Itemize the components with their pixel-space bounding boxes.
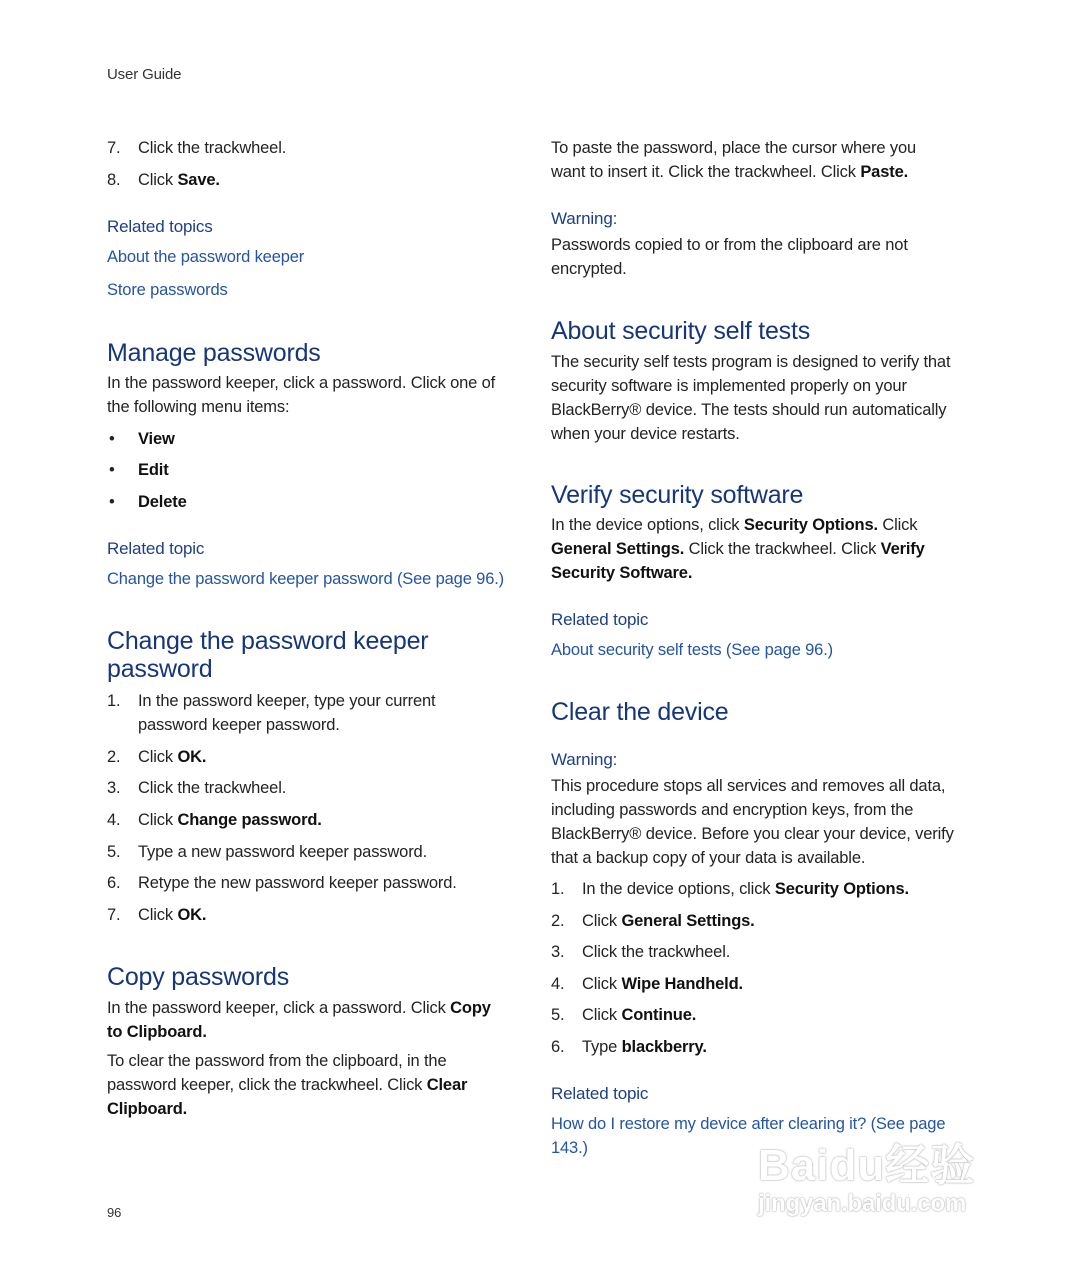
step-text: Click — [582, 912, 622, 930]
watermark-brand: Baidu经验 — [758, 1141, 976, 1190]
step-number: 4. — [107, 811, 121, 829]
step-text: Click — [138, 811, 178, 829]
step-item — [551, 877, 994, 901]
bullet-text: Edit — [138, 461, 169, 479]
step-item — [107, 871, 550, 895]
step-number: 3. — [551, 943, 565, 961]
step-number: 7. — [107, 906, 121, 924]
bullet-item — [107, 427, 550, 451]
step-bold: blackberry. — [621, 1038, 707, 1056]
text: To clear the password from the clipboard, in the password keeper, click the trackwheel. Click — [107, 1052, 447, 1094]
heading-change-password-keeper: Change the password keeper password — [107, 627, 429, 683]
bullet-icon: • — [109, 430, 115, 448]
about-paragraph: The security self tests program is designed to verify that security software is implemented properly on your BlackBerry® device. The tests should run automatically when your device restarts. — [551, 353, 951, 443]
running-header: User Guide — [107, 66, 182, 83]
step-text: Click — [138, 906, 178, 924]
related-topic-label: Related topic — [551, 1084, 649, 1103]
bullet-item — [107, 490, 550, 514]
step-number: 1. — [107, 692, 121, 710]
step-number: 7. — [107, 139, 121, 157]
step-item — [551, 909, 994, 933]
page-number: 96 — [107, 1205, 122, 1220]
bullet-item — [107, 458, 550, 482]
step-bold: Wipe Handheld. — [621, 975, 743, 993]
bold-text: Verify Security Software. — [551, 540, 925, 582]
link-restore-device[interactable]: How do I restore my device after clearing it? (See page 143.) — [551, 1115, 946, 1157]
link-change-password-keeper[interactable]: Change the password keeper password (See page 96.) — [107, 570, 505, 588]
warning-text: Passwords copied to or from the clipboard are not encrypted. — [551, 236, 908, 278]
step-text: In the device options, click — [582, 880, 775, 898]
warning-text: This procedure stops all services and removes all data, including passwords and encryption keys, from the BlackBerry® device. Before you clear your device, verify that a backup copy of your data is available. — [551, 777, 954, 867]
step-bold: Security Options. — [774, 880, 909, 898]
text: Click the trackwheel. Click — [684, 540, 881, 558]
bullet-text: View — [138, 430, 175, 448]
step-number: 6. — [551, 1038, 565, 1056]
bold-text: Security Options. — [743, 516, 878, 534]
text: In the password keeper, click a password. Click — [107, 999, 451, 1017]
paste-paragraph — [551, 136, 936, 184]
manage-intro: In the password keeper, click a password. Click one of the following menu items: — [107, 374, 496, 416]
step-text: Click — [138, 171, 178, 189]
text: In the device options, click — [551, 516, 744, 534]
step-item — [107, 136, 550, 160]
step-number: 2. — [551, 912, 565, 930]
bullet-icon: • — [109, 461, 115, 479]
step-number: 2. — [107, 748, 121, 766]
heading-manage-passwords: Manage passwords — [107, 339, 321, 367]
step-item — [551, 1003, 994, 1027]
step-bold: Change password. — [177, 811, 322, 829]
heading-verify-security-software: Verify security software — [551, 481, 804, 509]
related-topic-label: Related topic — [551, 610, 649, 629]
step-text: Click — [138, 748, 178, 766]
text: Click — [877, 516, 918, 534]
watermark-url: jingyan.baidu.com — [758, 1190, 967, 1217]
step-number: 4. — [551, 975, 565, 993]
heading-copy-passwords: Copy passwords — [107, 963, 290, 991]
related-topic-label: Related topic — [107, 539, 205, 558]
heading-about-security-self-tests: About security self tests — [551, 317, 811, 345]
step-text: Click the trackwheel. — [138, 139, 287, 157]
step-bold: General Settings. — [621, 912, 755, 930]
step-text: In the password keeper, type your current password keeper password. — [138, 692, 436, 734]
step-number: 1. — [551, 880, 565, 898]
bold-text: Clear Clipboard. — [107, 1076, 468, 1118]
bold-text: Copy to Clipboard. — [107, 999, 491, 1041]
copy-paragraph-1 — [107, 996, 507, 1044]
step-text: Type a new password keeper password. — [138, 843, 428, 861]
baidu-watermark — [758, 1142, 975, 1218]
step-text: Click — [582, 1006, 622, 1024]
link-about-password-keeper[interactable]: About the password keeper — [107, 248, 305, 266]
step-item — [107, 168, 550, 192]
step-item — [107, 840, 550, 864]
step-bold: Save. — [177, 171, 220, 189]
step-item — [551, 940, 994, 964]
step-item — [551, 972, 994, 996]
step-text: Click — [582, 975, 622, 993]
step-text: Click the trackwheel. — [582, 943, 731, 961]
bullet-text: Delete — [138, 493, 187, 511]
step-number: 5. — [107, 843, 121, 861]
step-item — [107, 776, 550, 800]
copy-paragraph-2 — [107, 1049, 492, 1121]
related-topics-label: Related topics — [107, 217, 213, 236]
verify-paragraph — [551, 513, 946, 585]
step-number: 3. — [107, 779, 121, 797]
heading-clear-the-device: Clear the device — [551, 698, 729, 726]
step-text: Retype the new password keeper password. — [138, 874, 457, 892]
bold-text: General Settings. — [551, 540, 685, 558]
step-item — [107, 903, 550, 927]
step-item — [107, 689, 508, 737]
bold-text: Paste. — [860, 163, 909, 181]
step-number: 8. — [107, 171, 121, 189]
step-item — [107, 745, 550, 769]
warning-label: Warning: — [551, 209, 618, 228]
step-text: Click the trackwheel. — [138, 779, 287, 797]
step-bold: OK. — [177, 748, 207, 766]
step-item — [107, 808, 550, 832]
warning-label: Warning: — [551, 750, 618, 769]
step-text: Type — [582, 1038, 622, 1056]
step-bold: Continue. — [621, 1006, 697, 1024]
step-number: 5. — [551, 1006, 565, 1024]
bullet-icon: • — [109, 493, 115, 511]
step-bold: OK. — [177, 906, 207, 924]
step-item — [551, 1035, 994, 1059]
link-about-security-self-tests[interactable]: About security self tests (See page 96.) — [551, 641, 833, 659]
link-store-passwords[interactable]: Store passwords — [107, 281, 228, 299]
text: To paste the password, place the cursor where you want to insert it. Click the trackwheel. Click — [551, 139, 917, 181]
step-number: 6. — [107, 874, 121, 892]
